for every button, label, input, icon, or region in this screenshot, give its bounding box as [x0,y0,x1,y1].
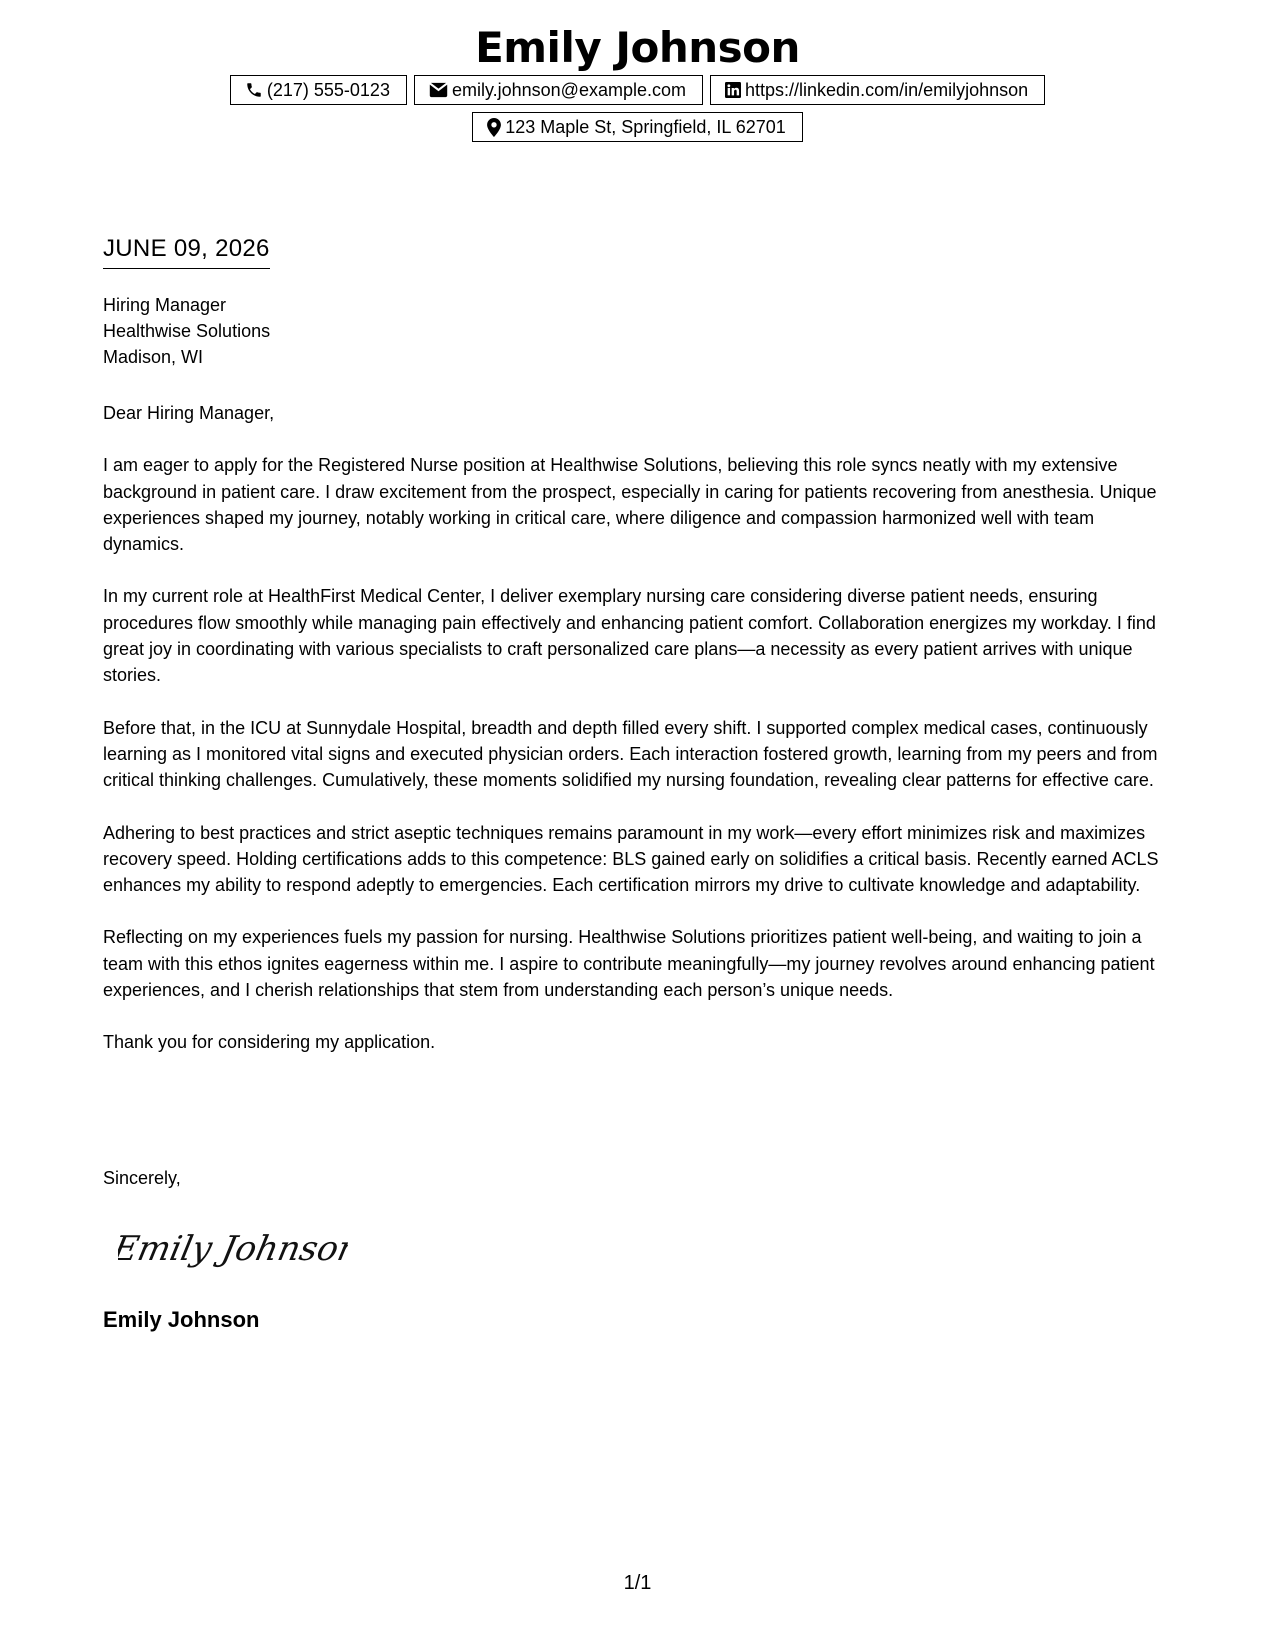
thank-you-line: Thank you for considering my application. [103,1032,436,1053]
handwritten-signature [118,1218,348,1283]
recipient-location: Madison, WI [103,347,204,367]
envelope-icon [429,82,448,98]
letter-body [103,400,1178,1082]
contact-row [0,75,1275,105]
body-paragraph: Adhering to best practices and strict aseptic techniques remains paramount in my work—every effort minimizes risk and maximizes recovery speed. Holding certifications adds to this competence: BLS gained early on solidifies a critical basis. Recently earned ACLS enhances my ability to respond adeptly to emergencies. Each certification mirrors my drive to cultivate knowledge and adaptability. [103,822,1159,896]
closing: Sincerely, [103,1168,181,1188]
map-pin-icon [487,118,501,137]
page-indicator: 1/1 [623,1572,652,1594]
salutation: Dear Hiring Manager, [103,403,275,423]
letter-header [0,22,1275,142]
body-paragraph: Reflecting on my experiences fuels my passion for nursing. Healthwise Solutions prioritizes patient well-being, and waiting to join a team with this ethos ignites eagerness within me. I aspire to contribute meaningfully—my journey revolves around enhancing patient experiences, and I cherish relationships that stem from understanding each person’s unique needs. [103,927,1155,1001]
body-paragraph: I am eager to apply for the Registered Nurse position at Healthwise Solutions, believing this role syncs neatly with my extensive background in patient care. I draw excitement from the prospect, especially in caring for patients recovering from anesthesia. Unique experiences shaped my journey, notably working in critical care, where diligence and compassion harmonized well with team dynamics. [103,455,1157,555]
recipient-block [103,292,270,370]
phone-chip [230,75,407,105]
svg-text:Emily Johnson: Emily Johnson [118,1229,348,1269]
address-chip [472,112,803,142]
body-paragraph: In my current role at HealthFirst Medical Center, I deliver exemplary nursing care considering diverse patient needs, ensuring procedures flow smoothly while managing pain effectively and enhancing patient comfort. Collaboration energizes my workday. I find great joy in coordinating with various specialists to craft personalized care plans—a necessity as every patient arrives with unique stories. [103,586,1156,686]
recipient-company: Healthwise Solutions [103,321,271,341]
address-text: 123 Maple St, Springfield, IL 62701 [505,116,786,137]
email-chip[interactable] [414,75,703,105]
contact-row-address [0,112,1275,142]
phone-icon [245,81,263,99]
linkedin-chip[interactable] [710,75,1045,105]
signed-name: Emily Johnson [103,1307,260,1332]
recipient-title: Hiring Manager [103,295,227,315]
email-text[interactable]: emily.johnson@example.com [451,79,686,100]
letter-date: JUNE 09, 2026 [103,234,270,269]
body-paragraph: Before that, in the ICU at Sunnydale Hospital, breadth and depth filled every shift. I supported complex medical cases, continuously learning as I monitored vital signs and executed physician orders. Each interaction fostered growth, learning from my peers and from critical thinking challenges. Cumulatively, these moments solidified my nursing foundation, revealing clear patterns for effective care. [103,717,1158,791]
linkedin-icon [725,82,741,98]
phone-text: (217) 555-0123 [266,79,390,100]
applicant-name: Emily Johnson [475,23,800,72]
linkedin-text[interactable]: https://linkedin.com/in/emilyjohnson [745,79,1029,100]
